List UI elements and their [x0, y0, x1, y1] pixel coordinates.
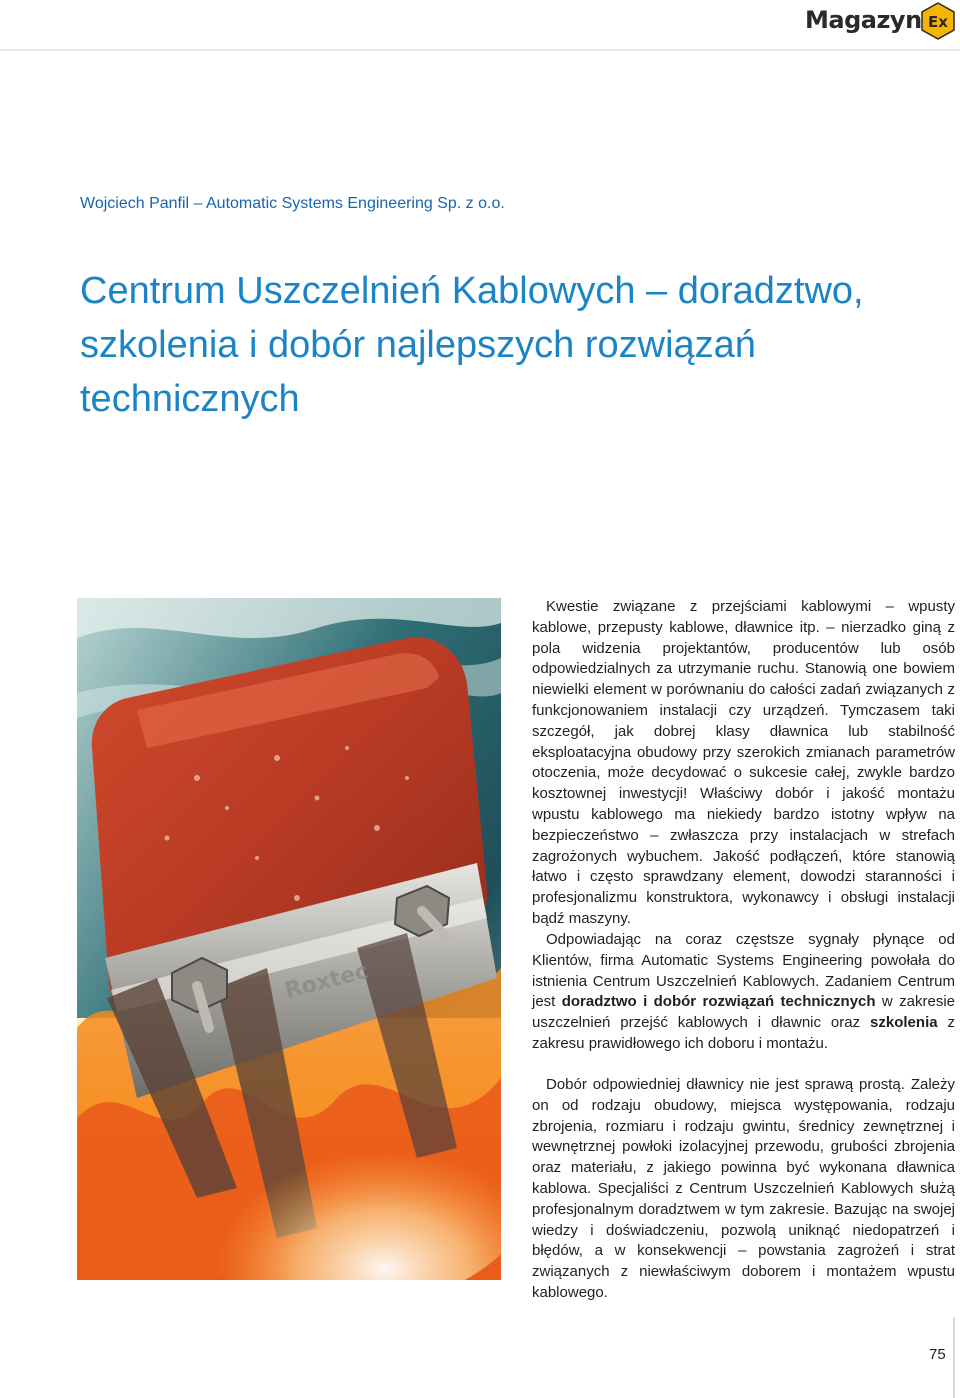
article-paragraph-3	[532, 1075, 955, 1304]
magazyn-ex-logo	[805, 2, 955, 38]
logo-wordmark: Magazyn	[805, 6, 922, 34]
paragraph-2-part-2: w zakresie uszczelnień przejść kablowych i dławnic oraz	[532, 993, 955, 1032]
article-title: Centrum Uszczelnień Kablowych – doradztwo, szkolenia i dobór najlepszych rozwiązań technicznych	[80, 270, 864, 420]
ex-hexagon-icon	[919, 2, 957, 40]
paragraph-2-bold-2: szkolenia	[870, 1014, 938, 1032]
paragraph-2-part-3: z zakresu prawidłowego ich doboru i montażu.	[532, 1014, 956, 1052]
paragraph-2-bold-1: doradztwo i dobór rozwiązań technicznych	[561, 993, 876, 1011]
article-photo	[77, 598, 501, 1280]
logo-badge-text: Ex	[928, 13, 948, 31]
paragraph-1-text: Kwestie związane z przejściami kablowymi – wpusty kablowe, przepusty kablowe, dławnice itp. – nierzadko giną z pola widzenia projektantów, producentów lub osób odpowiedzialnych za utrzymanie ruchu. Stanowią one bowiem niewielki element w porównaniu do całości zadań związanych z funkcjonowaniem instalacji czy urządzeń. Tymczasem taki szczegół, jak dobrej klasy dławnica lub stabilność eksploatacyjna obudowy przy szerokich zmianach parametrów otoczenia, może decydować o sukcesie całej, zwykle bardzo kosztownej inwestycji! Właściwy dobór i jakość montażu wpustu kablowego ma niekiedy bardzo istotny wpływ na bezpieczeństwo – zwłaszcza przy instalacjach w strefach zagrożonych wybuchem. Jakość podłączeń, które stanowią łatwo i często sprawdzany element, dowodzi staranności i profesjonalizmu konstruktora, wykonawcy i obsługi instalacji bądź maszyny.	[532, 598, 955, 927]
header-divider	[0, 49, 960, 51]
cable-transit-illustration	[77, 598, 501, 1280]
paragraph-2-part-1: Odpowiadając na coraz częstsze sygnały płynące od Klientów, firma Automatic Systems Engineering powołała do istnienia Centrum Uszczelnień Kablowych. Zadaniem Centrum jest	[532, 931, 955, 1011]
page-edge-marker	[953, 1317, 955, 1398]
article-author: Wojciech Panfil – Automatic Systems Engineering Sp. z o.o.	[80, 195, 505, 212]
article-paragraph-2	[532, 930, 955, 1055]
photo-brand-label: Roxtec	[282, 959, 371, 1004]
page-number: 75	[929, 1346, 946, 1363]
paragraph-3-text: Dobór odpowiedniej dławnicy nie jest sprawą prostą. Zależy on od rodzaju obudowy, miejsca występowania, rodzaju zbrojenia, rozmiaru i rodzaju gwintu, średnicy zewnętrznej i wewnętrznej powłoki izolacyjnej przewodu, grubości zbrojenia oraz materiału, z jakiego powinna być wykonana dławnica kablowa. Specjaliści z Centrum Uszczelnień Kablowych służą profesjonalnym doradztwem w tym zakresie. Bazując na swojej wiedzy i doświadczeniu, pozwolą uniknąć niedopatrzeń i błędów, a w konsekwencji – powstania zagrożeń i strat związanych z niewłaściwym doborem i montażem wpustu kablowego.	[532, 1076, 955, 1301]
article-paragraph-1	[532, 597, 955, 930]
